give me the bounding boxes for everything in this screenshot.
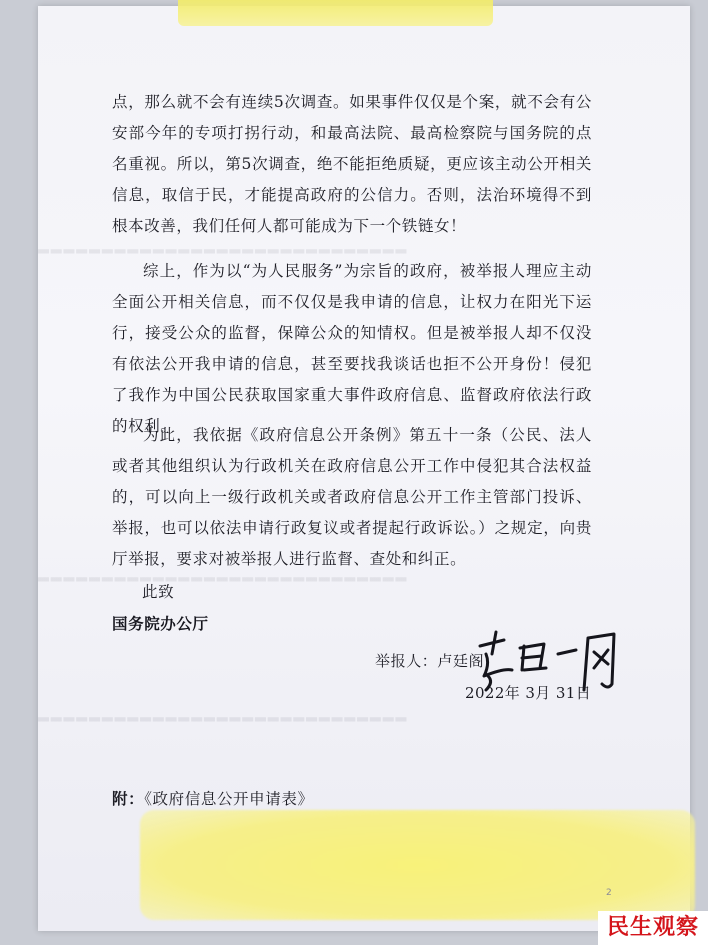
attachment-line [112,787,314,809]
closing-salutation: 此致 [142,583,175,601]
attachment-label: 附： [112,789,145,808]
attachment-title: 《政府信息公开申请表》 [144,790,314,808]
sticky-note-top [178,0,493,26]
page-number: 2 [606,888,612,898]
signature-date: 2022年 3月 31日 [465,684,592,702]
recipient: 国务院办公厅 [112,614,209,633]
paragraph-2: 综上，作为以“为人民服务”为宗旨的政府，被举报人理应主动全面公开相关信息，而不仅仅是我申请的信息，让权力在阳光下运行，接受公众的监督，保障公众的知情权。但是被举报人却不仅没有依法公开我申请的信息，甚至要找我谈话也拒不公开身份！侵犯了我作为中国公民获取国家重大事件政府信息、监督政府依法行政的权利。 [112,262,592,435]
bleed-through-text: ▂▂▂▂▂▂▂▂▂▂▂▂▂▂▂▂▂▂▂▂▂▂▂▂▂▂▂▂▂ [38,238,409,254]
sticky-note-bottom [140,810,695,920]
paragraph-1: 点，那么就不会有连续5次调查。如果事件仅仅是个案，就不会有公安部今年的专项打拐行动，和最高法院、最高检察院与国务院的点名重视。所以，第5次调查，绝不能拒绝质疑，更应该主动公开相关信息，取信于民，才能提高政府的公信力。否则，法治环境得不到根本改善，我们任何人都可能成为下一个铁链女！ [112,93,592,235]
reporter-line: 举报人：卢廷阁 [375,652,485,670]
bleed-through-text: ▂▂▂▂▂▂▂▂▂▂▂▂▂▂▂▂▂▂▂▂▂▂▂▂▂▂▂▂▂ [38,566,409,582]
paragraph-3: 为此，我依据《政府信息公开条例》第五十一条（公民、法人或者其他组织认为行政机关在政府信息公开工作中侵犯其合法权益的，可以向上一级行政机关或者政府信息公开工作主管部门投诉、举报，也可以依法申请行政复议或者提起行政诉讼。）之规定，向贵厅举报，要求对被举报人进行监督、查处和纠正。 [112,426,592,568]
watermark-logo: 民生观察 [598,911,708,945]
bleed-through-text: ▂▂▂▂▂▂▂▂▂▂▂▂▂▂▂▂▂▂▂▂▂▂▂▂▂▂▂▂▂ [38,706,409,722]
